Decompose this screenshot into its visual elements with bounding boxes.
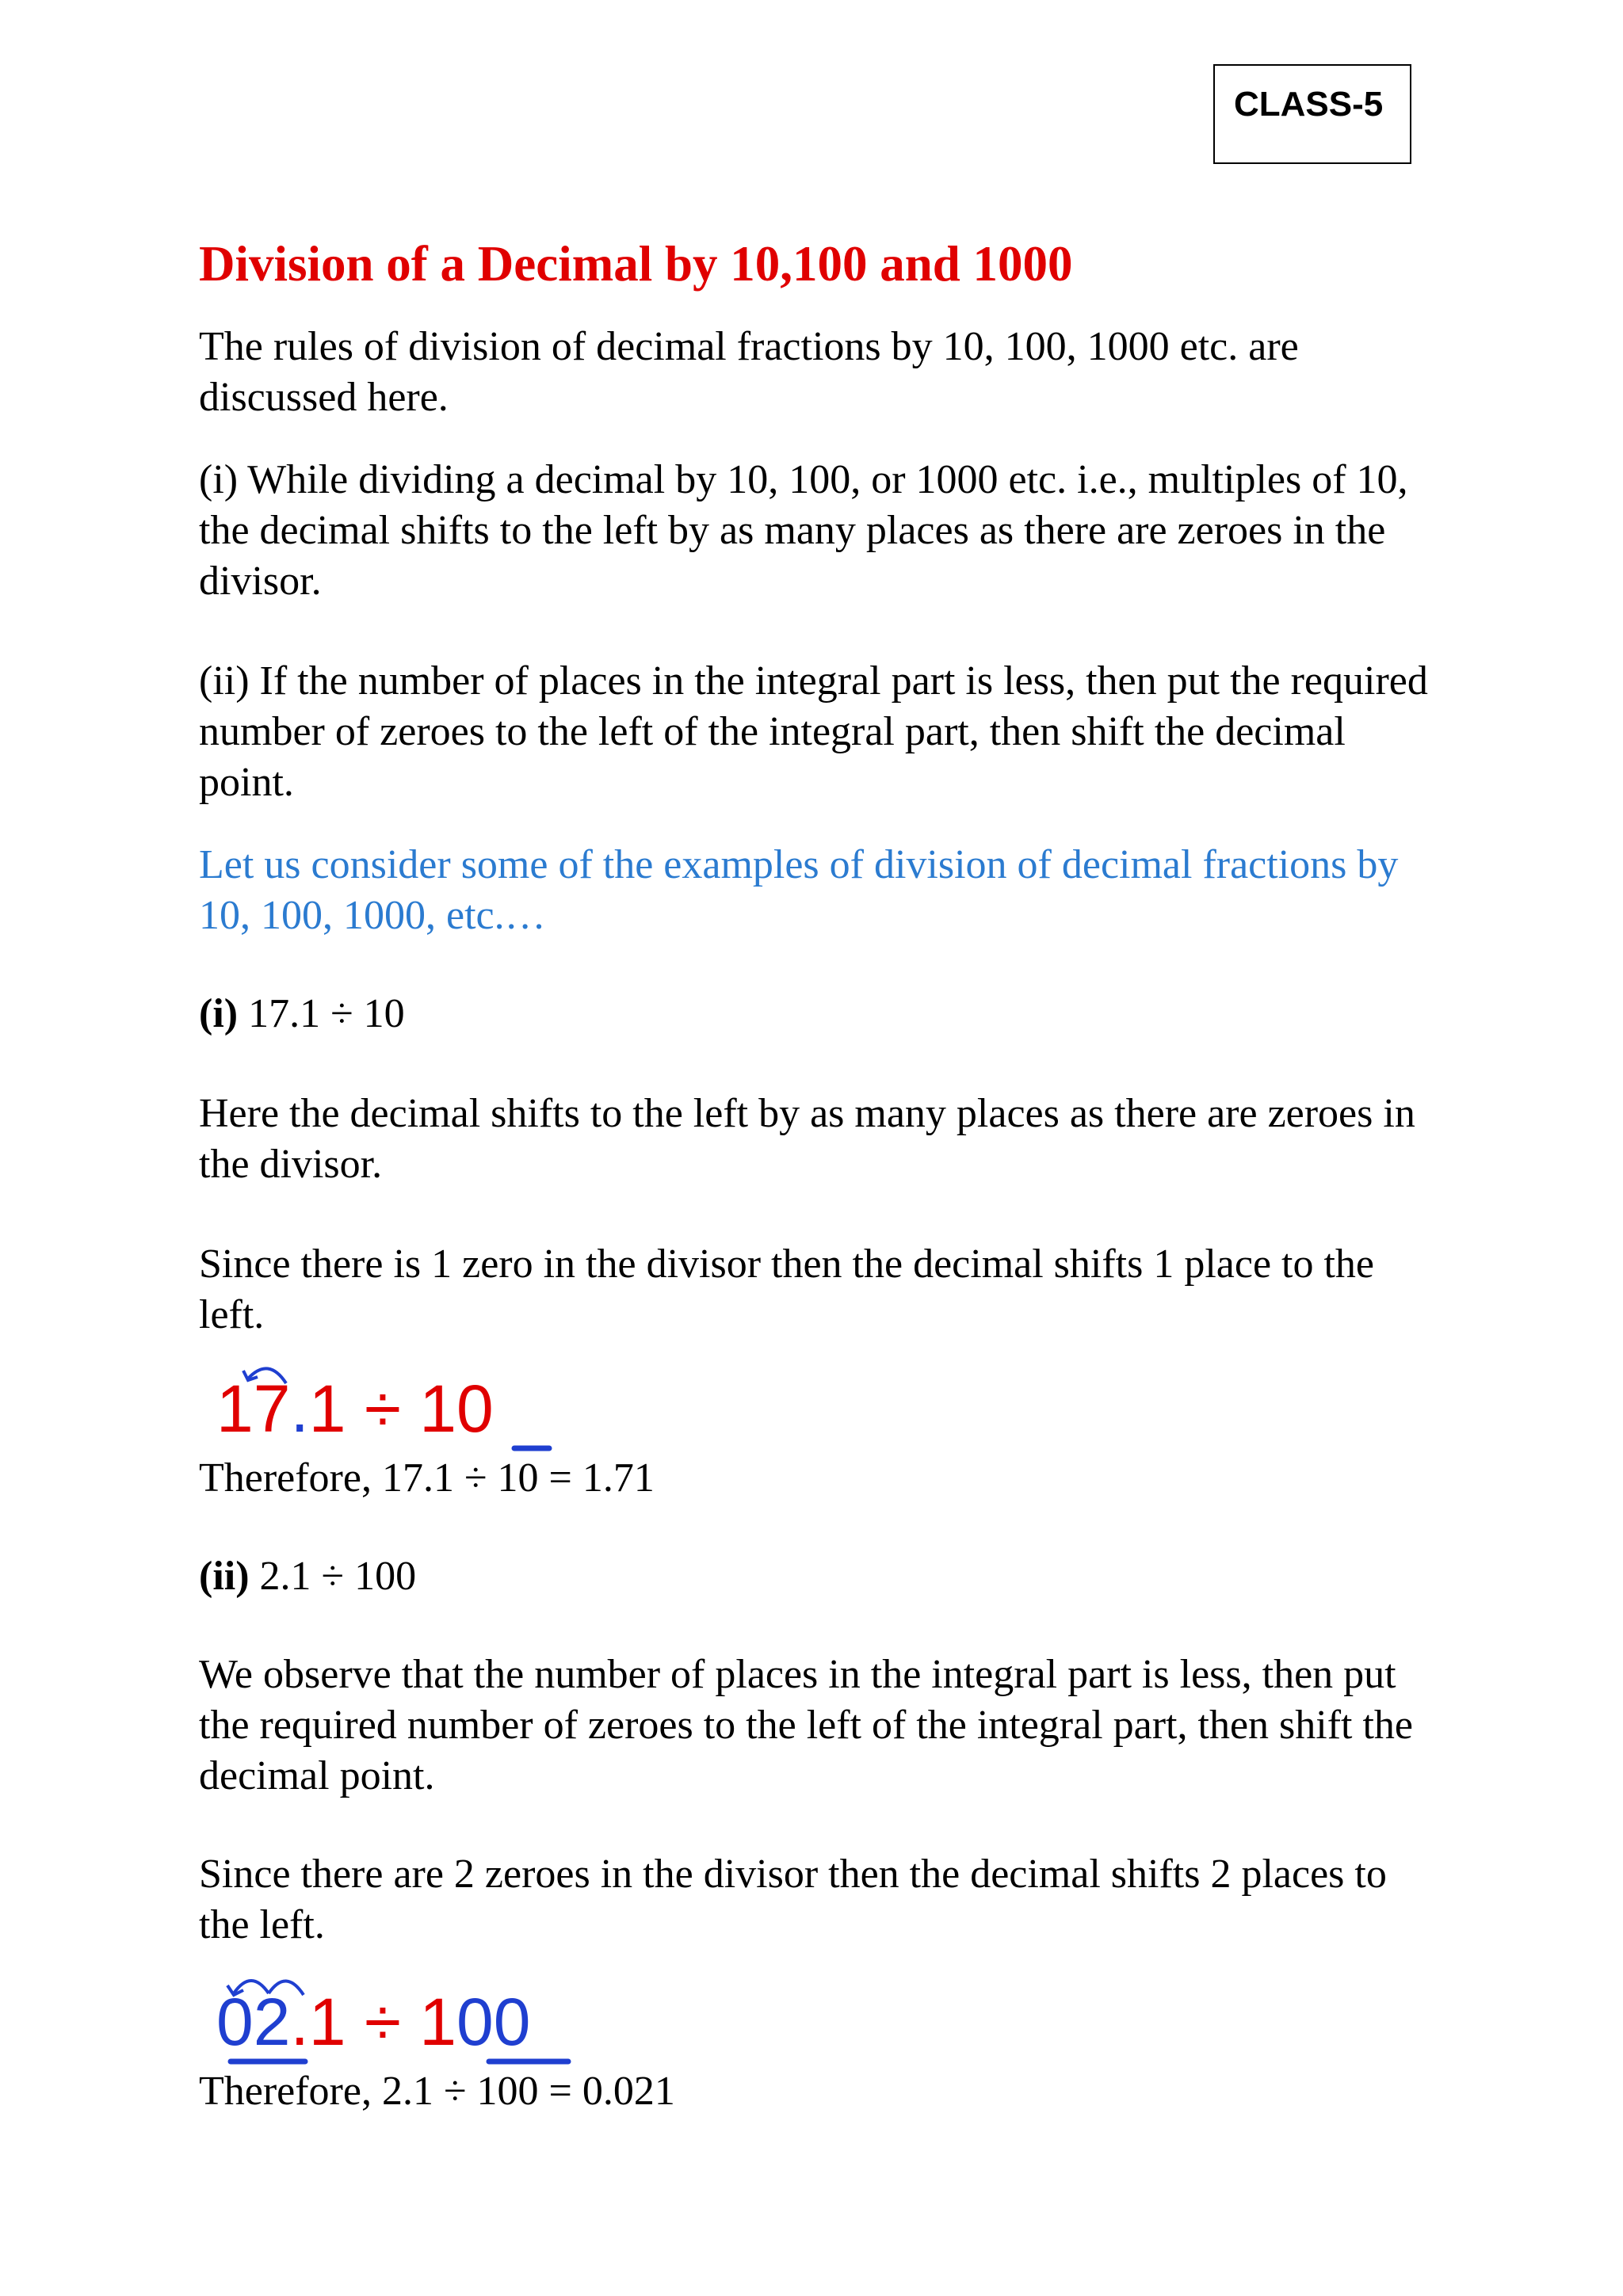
class-label: CLASS-5 — [1234, 85, 1384, 124]
example-1-explanation-1: Here the decimal shifts to the left by as many places as there are zeroes in the divisor. — [199, 1091, 1415, 1187]
example-1-figure-tail: 1 ÷ 1 — [308, 1371, 456, 1446]
example-1-result: Therefore, 17.1 ÷ 10 = 1.71 — [199, 1455, 655, 1501]
example-1-figure-text — [216, 1371, 494, 1447]
example-1-figure — [199, 1348, 1435, 1453]
example-2-figure-dot: . — [290, 1985, 309, 2059]
example-2-figure — [199, 1962, 1435, 2066]
example-2-expression: 2.1 ÷ 100 — [249, 1554, 417, 1599]
examples-intro: Let us consider some of the examples of division of decimal fractions by 10, 100, 1000, etc.… — [199, 842, 1399, 938]
example-2-figure-text — [216, 1984, 530, 2060]
example-2-label: (ii) — [199, 1554, 250, 1599]
class-label-box — [1213, 64, 1411, 164]
example-1-figure-lead: 17 — [216, 1371, 291, 1446]
example-2-explanation-1: We observe that the number of places in the integral part is less, then put the required number of zeroes to the left of the integral part, then shift the decimal point. — [199, 1652, 1413, 1798]
example-1-expression: 17.1 ÷ 10 — [238, 991, 405, 1036]
rule-2: (ii) If the number of places in the integral part is less, then put the required number of zeroes to the left of the integral part, then shift the decimal point. — [199, 658, 1428, 805]
example-2-explanation-2: Since there are 2 zeroes in the divisor then the decimal shifts 2 places to the left. — [199, 1852, 1387, 1947]
example-1-figure-dot: . — [290, 1371, 309, 1446]
example-2-figure-added-zero: 0 — [216, 1985, 254, 2059]
example-1-explanation-2: Since there is 1 zero in the divisor then the decimal shifts 1 place to the left. — [199, 1241, 1375, 1337]
example-2-result: Therefore, 2.1 ÷ 100 = 0.021 — [199, 2069, 675, 2114]
example-1-label: (i) — [199, 991, 239, 1036]
document-content — [199, 230, 1435, 2117]
example-1-figure-divisor-zeros: 0 — [456, 1371, 494, 1446]
example-1-heading — [199, 989, 1435, 1039]
example-2-heading — [199, 1551, 1435, 1602]
rule-1: (i) While dividing a decimal by 10, 100, or 1000 etc. i.e., multiples of 10, the decimal shifts to the left by as many places as there are zeroes in the divisor. — [199, 457, 1408, 604]
page-title: Division of a Decimal by 10,100 and 1000 — [199, 236, 1073, 292]
example-2-figure-tail: 1 ÷ 1 — [308, 1985, 456, 2059]
example-2-figure-lead: 2 — [253, 1985, 291, 2059]
example-2-figure-divisor-zeros: 00 — [456, 1985, 531, 2059]
intro-paragraph: The rules of division of decimal fractions by 10, 100, 1000 etc. are discussed here. — [199, 324, 1299, 420]
